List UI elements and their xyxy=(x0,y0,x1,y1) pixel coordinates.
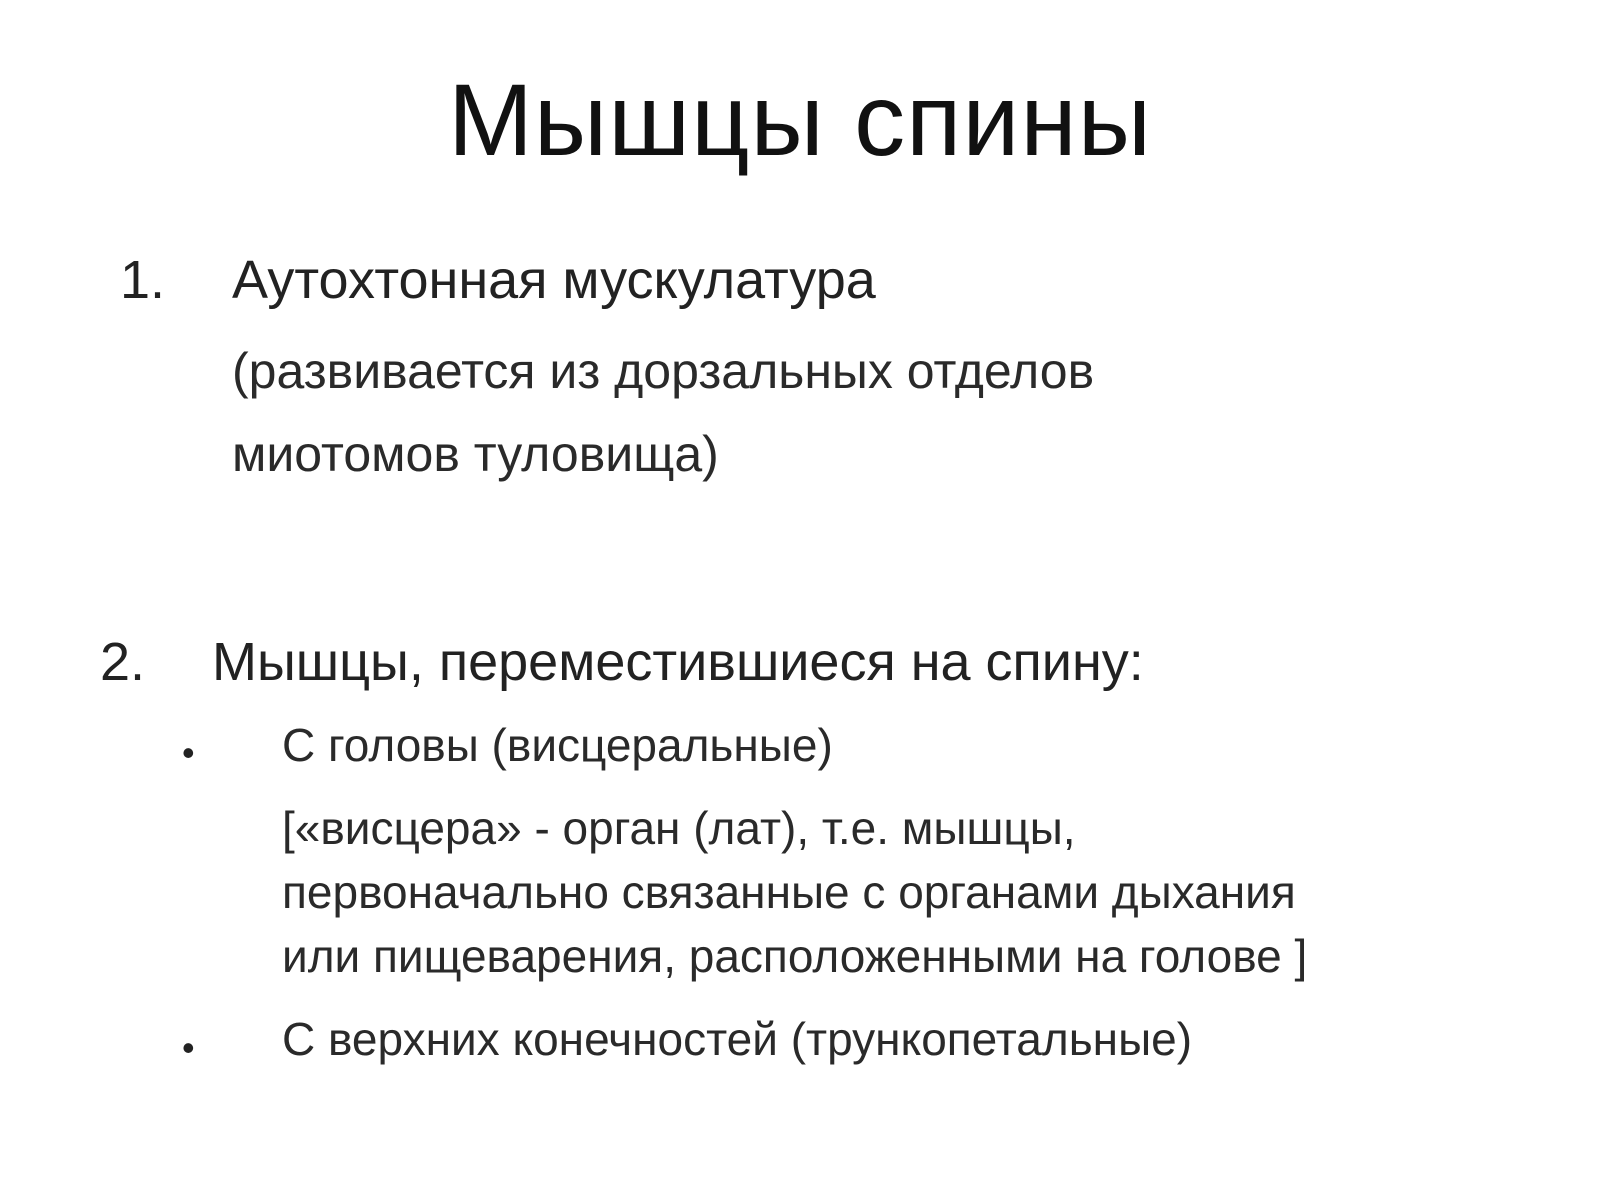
bullet-1-note xyxy=(282,796,1307,988)
item-2-heading: Мышцы, переместившиеся на спину: xyxy=(212,632,1144,692)
bullet-1-text: С головы (висцеральные) xyxy=(282,719,833,771)
bullet-1-note-line: или пищеварения, расположенными на голове ] xyxy=(282,930,1308,982)
slide-title: Мышцы спины xyxy=(447,63,1153,177)
item-1-number: 1. xyxy=(120,250,166,310)
bullet-marker: • xyxy=(182,1027,195,1068)
bullet-2-text: С верхних конечностей (трункопетальные) xyxy=(282,1013,1193,1065)
item-2-number: 2. xyxy=(100,632,146,692)
bullet-1-note-line: [«висцера» - орган (лат), т.е. мышцы, xyxy=(282,802,1076,854)
item-1-description-line: миотомов туловища) xyxy=(232,426,719,482)
bullet-marker: • xyxy=(182,732,195,773)
item-1-heading: Аутохтонная мускулатура xyxy=(232,250,876,310)
bullet-1-note-line: первоначально связанные с органами дыхания xyxy=(282,866,1296,918)
item-1-description xyxy=(232,330,1094,496)
item-1-description-line: (развивается из дорзальных отделов xyxy=(232,343,1095,399)
